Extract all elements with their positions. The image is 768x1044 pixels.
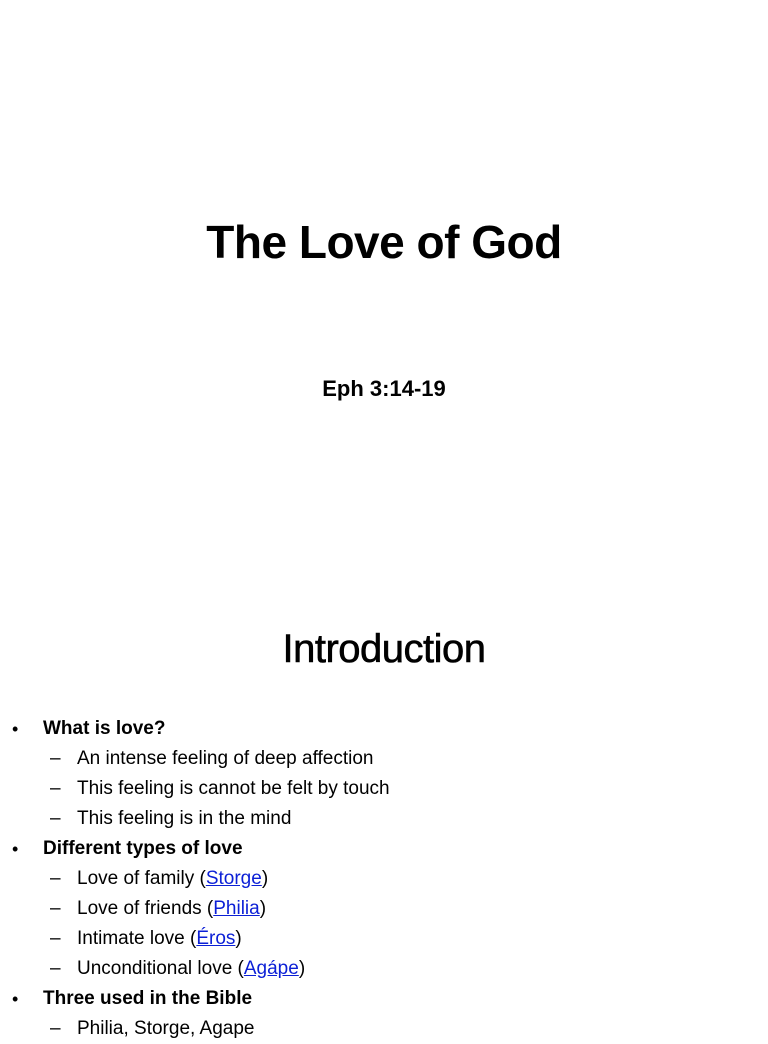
item-text: This feeling is in the mind [77, 808, 292, 829]
dash-icon: – [50, 1018, 61, 1039]
item-text: An intense feeling of deep affection [77, 748, 374, 769]
storge-link[interactable]: Storge [205, 868, 262, 889]
eros-link[interactable]: Éros [196, 928, 236, 949]
list-item [0, 894, 768, 924]
dash-icon: – [50, 898, 61, 919]
bullet-icon: • [12, 989, 19, 1009]
list-item [0, 954, 768, 984]
heading-text: Different types of love [43, 838, 243, 859]
item-suffix: ) [259, 898, 267, 919]
dash-icon: – [50, 748, 61, 769]
list-item [0, 804, 768, 834]
item-suffix: ) [298, 958, 306, 979]
slide-title: The Love of God [206, 216, 562, 268]
dash-icon: – [50, 868, 61, 889]
slide-subtitle: Eph 3:14-19 [322, 376, 446, 401]
heading-text: Three used in the Bible [43, 988, 253, 1009]
dash-icon: – [50, 958, 61, 979]
list-item-heading [0, 984, 768, 1014]
list-item [0, 774, 768, 804]
item-text: Philia, Storge, Agape [77, 1018, 255, 1039]
item-prefix: Unconditional love ( [77, 958, 244, 979]
list-item-heading [0, 714, 768, 744]
item-prefix: Intimate love ( [77, 928, 197, 949]
dash-icon: – [50, 808, 61, 829]
list-item [0, 924, 768, 954]
list-item [0, 744, 768, 774]
dash-icon: – [50, 778, 61, 799]
list-item [0, 864, 768, 894]
item-suffix: ) [235, 928, 242, 949]
bullet-icon: • [12, 839, 19, 859]
heading-text: What is love? [43, 718, 166, 739]
item-prefix: Love of friends ( [77, 898, 214, 919]
item-suffix: ) [261, 868, 269, 889]
item-text: This feeling is cannot be felt by touch [77, 778, 390, 799]
list-item [0, 1014, 768, 1044]
introduction-slide [0, 576, 768, 1039]
slide-title: Introduction [282, 627, 486, 671]
bullet-list [0, 714, 768, 1044]
list-item-heading [0, 834, 768, 864]
agape-link[interactable]: Agápe [243, 958, 299, 979]
philia-link[interactable]: Philia [213, 898, 260, 919]
item-prefix: Love of family ( [77, 868, 206, 889]
bullet-icon: • [12, 719, 19, 739]
dash-icon: – [50, 928, 61, 949]
